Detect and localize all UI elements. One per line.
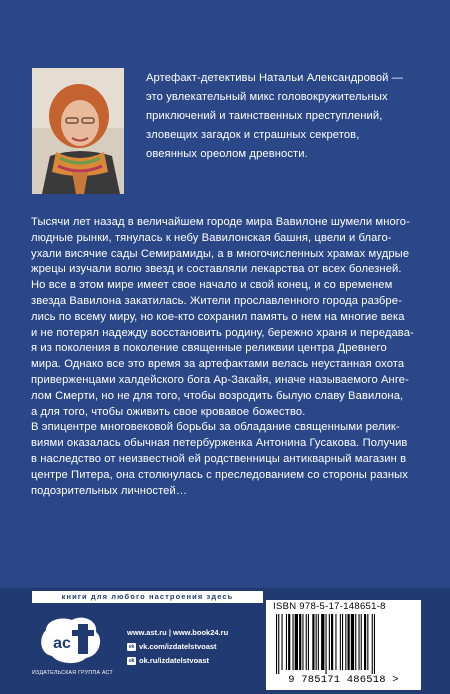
annotation-line: виями оказалась обычная петербурженка Антонина Гусакова. Получив xyxy=(31,437,408,450)
annotation-line: в наследство от неизвестной ей родственницы антикварный магазин в xyxy=(31,452,407,465)
website-links[interactable]: www.ast.ru | www.book24.ru xyxy=(127,628,229,637)
blurb-line: приключений и таинственных преступлений, xyxy=(146,110,383,122)
author-blurb xyxy=(146,69,418,164)
isbn-label: ISBN 978-5-17-148651-8 xyxy=(273,601,386,612)
annotation-line: и не потерял надежду восстановить родину, бережно храня и передава- xyxy=(31,326,414,339)
publisher-logo xyxy=(32,612,113,682)
blurb-line: зловещих загадок и страшных секретов, xyxy=(146,129,360,141)
vk-icon: vk xyxy=(128,644,135,650)
annotation-line: людные рынки, тянулась к небу Вавилонская башня, цвели и благо- xyxy=(31,231,392,244)
book-annotation xyxy=(31,215,421,499)
annotation-line: приверженцами халдейского бога Ар-Закайя, иначе называемого Анге- xyxy=(31,373,409,386)
barcode-panel xyxy=(266,600,421,690)
blurb-line: это увлекательный микс головокружительных xyxy=(146,91,388,103)
annotation-line: ухали висячие сады Семирамиды, а в многочисленных храмах мудрые xyxy=(31,247,410,260)
annotation-line: жрецы изучали волю звезд и составляли лекарства от всех болезней. xyxy=(31,263,402,276)
ok-link[interactable] xyxy=(127,654,228,668)
annotation-line: а для того, чтобы оживить свое кровавое божество. xyxy=(31,405,306,418)
vk-link[interactable] xyxy=(127,640,228,654)
tagline-strip: книги для любого настроения здесь xyxy=(32,591,263,603)
logo-lettering: ас xyxy=(53,635,71,652)
annotation-line: лись по всему миру, но кое-кто сохранил память о нем на многие века xyxy=(31,310,405,323)
annotation-line: звезда Вавилона закатилась. Жители прославленного города разбре- xyxy=(31,294,402,307)
ok-link-text: ok.ru/izdatelstvoast xyxy=(139,656,210,665)
annotation-line: В эпицентре многовековой борьбы за обладание священными релик- xyxy=(31,421,400,434)
annotation-line: Но все в этом мире имеет свое начало и свой конец, и со временем xyxy=(31,279,393,292)
publisher-links xyxy=(127,626,228,668)
annotation-line: мира. Однако все это время за артефактами велась неустанная охота xyxy=(31,358,405,371)
vk-link-text: vk.com/izdatelstvoast xyxy=(139,642,217,651)
author-photo xyxy=(32,68,124,194)
annotation-line: центре Питера, она столкнулась с преследованием со стороны разных xyxy=(31,468,408,481)
annotation-line: лом Смерти, но не для того, чтобы возродить былую славу Вавилона, xyxy=(31,389,404,402)
annotation-line: я из поколения в поколение священные реликвии центра Древнего xyxy=(31,342,387,355)
blurb-line: Артефакт-детективы Натальи Александровой — xyxy=(146,72,404,84)
ok-icon: ok xyxy=(128,658,135,664)
barcode-digits: 9 785171 486518 > xyxy=(288,674,399,686)
annotation-line: Тысячи лет назад в величайшем городе мира Вавилоне шумели много- xyxy=(31,216,410,228)
publisher-caption: ИЗДАТЕЛЬСКАЯ ГРУППА АСТ xyxy=(32,670,113,676)
annotation-line: подозрительных личностей… xyxy=(31,484,188,497)
blurb-line: овеянных ореолом древности. xyxy=(146,148,308,160)
barcode-bars xyxy=(274,614,413,674)
